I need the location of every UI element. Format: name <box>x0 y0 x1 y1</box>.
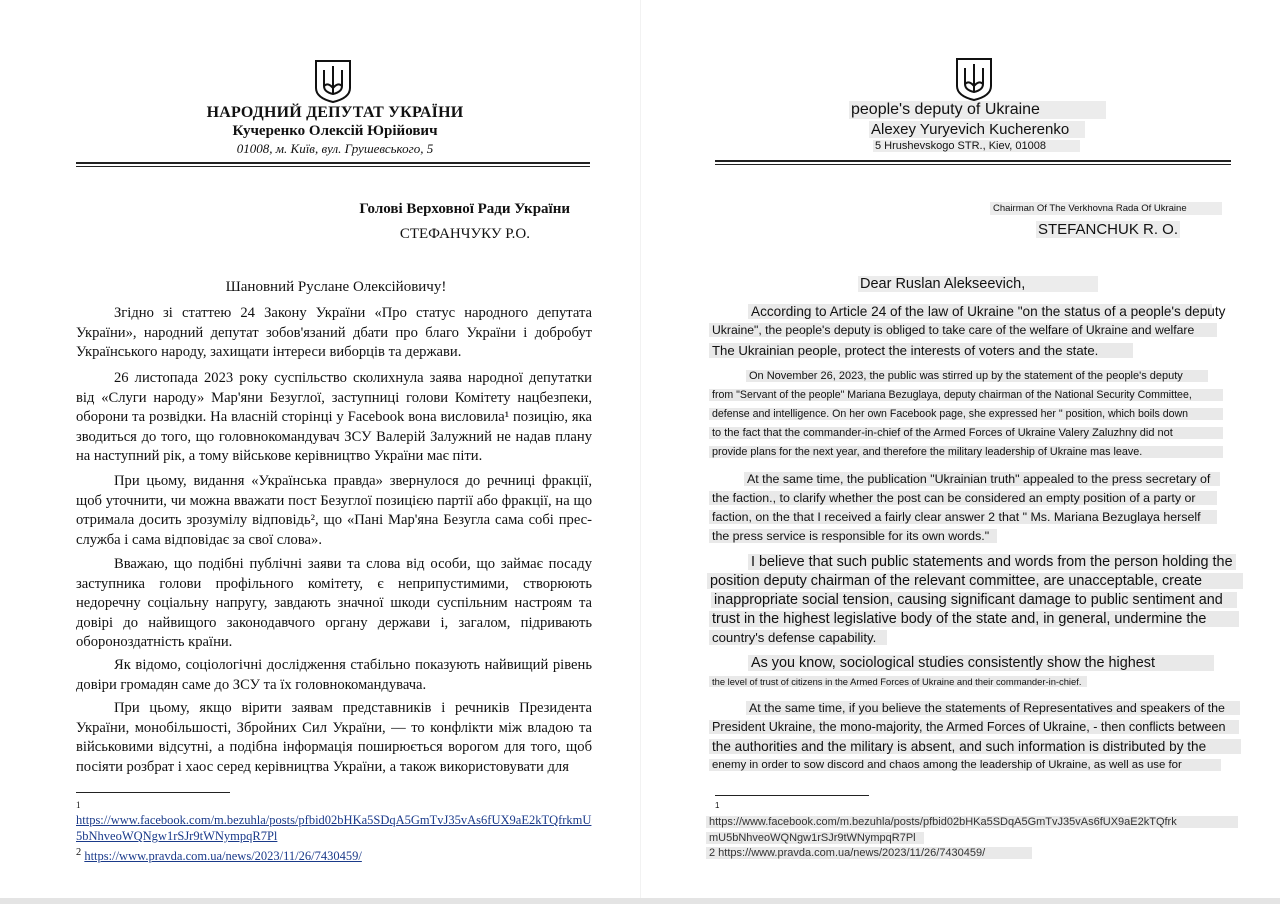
footnote-divider <box>76 792 230 793</box>
body-line: As you know, sociological studies consistently show the highest <box>748 655 1214 671</box>
body-line: faction, on the that I received a fairly clear answer 2 that " Ms. Mariana Bezuglaya herself <box>709 510 1217 524</box>
body-line: Ukraine", the people's deputy is obliged to take care of the welfare of Ukraine and welfare <box>709 323 1217 337</box>
footnote-2 <box>76 845 596 864</box>
body-line: position deputy chairman of the relevant committee, are unacceptable, create <box>707 573 1243 589</box>
footnote-number: 2 <box>76 847 82 858</box>
body-line: from "Servant of the people" Mariana Bezuglaya, deputy chairman of the National Security Committee, <box>709 389 1223 401</box>
body-line: At the same time, if you believe the statements of Representatives and speakers of the <box>746 701 1240 715</box>
footnote-link-facebook[interactable]: https://www.facebook.com/m.bezuhla/posts/pfbid02bHKa5SDqA5GmTvJ35vAs6fUX9aE2kTQfrk <box>706 816 1238 828</box>
paragraph: 26 листопада 2023 року суспільство сколихнула заява народної депутатки від «Слуги народу» Мар'яни Безуглої, заступниці голови Комітету нацбезпеки, оборони та розвідки. На власній сторінці у Facebook вона висловила¹ позицію, яка зводиться до того, що головнокомандувач ЗСУ Валерій Залужний не надав плану на наступний рік, а тому військове керівництво України має піти. <box>76 370 592 464</box>
bottom-border <box>0 898 1280 904</box>
body-line: According to Article 24 of the law of Ukraine "on the status of a people's deputy <box>748 304 1212 319</box>
body-line: the faction., to clarify whether the post can be considered an empty position of a party or <box>709 491 1217 505</box>
paragraph: Як відомо, соціологічні дослідження стабільно показують найвищий рівень довіри громадян саме до ЗСУ та їх головнокомандувача. <box>76 657 592 693</box>
coat-of-arms-icon <box>313 58 353 104</box>
body-line: defense and intelligence. On her own Facebook page, she expressed her " position, which boils down <box>709 408 1223 420</box>
body-line: I believe that such public statements and words from the person holding the <box>748 554 1236 570</box>
paragraph: Згідно зі статтею 24 Закону України «Про статус народного депутата України», народний депутат зобов'язаний дбати про благо України і добробут Українського народу, захищати інтереси виборців та держави. <box>76 305 592 360</box>
header-divider <box>715 160 1231 162</box>
body-line: enemy in order to sow discord and chaos among the leadership of Ukraine, as well as use for <box>709 759 1221 771</box>
letterhead-title: people's deputy of Ukraine <box>849 101 1106 119</box>
body-line: the press service is responsible for its own words." <box>709 529 997 543</box>
footnote-link-pravda[interactable]: 2 https://www.pravda.com.ua/news/2023/11/26/7430459/ <box>706 847 1032 859</box>
footnote-link-pravda[interactable]: https://www.pravda.com.ua/news/2023/11/26/7430459/ <box>84 849 362 864</box>
letterhead-address: 01008, м. Київ, вул. Грушевського, 5 <box>236 141 434 156</box>
letterhead-address: 5 Hrushevskogo STR., Kiev, 01008 <box>873 140 1080 152</box>
paragraph: Вважаю, що подібні публічні заяви та слова від особи, що займає посаду заступника голови профільного комітету, є неприпустимими, створюють недоречну соціальну напругу, завдають значної шкоди суспільним настроям та довірі до найвищого законодавчого органу держави і, загалом, підривають обороноздатність країни. <box>76 556 592 650</box>
coat-of-arms-icon <box>954 56 994 102</box>
footnote-link-facebook[interactable]: https://www.facebook.com/m.bezuhla/posts/pfbid02bHKa5SDqA5GmTvJ35vAs6fUX9aE2kTQfrkmU5bNhveoWQNgw1rSJr9tWNympqR7Pl <box>76 813 592 843</box>
header-divider-thin <box>715 164 1231 165</box>
body-line: provide plans for the next year, and therefore the military leadership of Ukraine mas leave. <box>709 446 1223 458</box>
body-line: President Ukraine, the mono-majority, the Armed Forces of Ukraine, - then conflicts between <box>709 720 1239 734</box>
letterhead-name: Кучеренко Олексій Юрійович <box>232 123 438 139</box>
body-line: the level of trust of citizens in the Armed Forces of Ukraine and their commander-in-chief. <box>709 676 1087 687</box>
greeting: Dear Ruslan Alekseevich, <box>858 276 1098 292</box>
body-line: the authorities and the military is absent, and such information is distributed by the <box>709 739 1241 754</box>
paragraph: При цьому, видання «Українська правда» звернулося до речниці фракції, щоб уточнити, чи можна вважати пост Безуглої позицією партії або фракції, на що отримала досить зрозумілу відповідь², що «Пані Мар'яна Безугла сама собі прес-служба і сама відповідає за свої слова». <box>76 473 592 548</box>
footnote-number: 1 <box>715 801 720 810</box>
paragraph: При цьому, якщо вірити заявам представників і речників Президента України, монобільшості, Збройних Сил України, — то конфлікти між владою та військовими відсутні, а подібна інформація поширюється ворогом для того, щоб посіяти розбрат і хаос серед керівництва України, а також використовувати для <box>76 700 592 775</box>
body-line: to the fact that the commander-in-chief of the Armed Forces of Ukraine Valery Zaluzhny did not <box>709 427 1223 439</box>
body-line: trust in the highest legislative body of the state and, in general, undermine the <box>709 611 1239 627</box>
addressee-title: Chairman Of The Verkhovna Rada Of Ukraine <box>990 202 1222 215</box>
body-line: On November 26, 2023, the public was stirred up by the statement of the people's deputy <box>746 370 1208 382</box>
letterhead-title: НАРОДНИЙ ДЕПУТАТ УКРАЇНИ <box>206 104 464 121</box>
footnote-link-facebook-cont[interactable]: mU5bNhveoWQNgw1rSJr9tWNympqR7Pl <box>706 832 924 844</box>
body-line: At the same time, the publication "Ukrainian truth" appealed to the press secretary of <box>744 472 1220 486</box>
header-divider <box>76 162 590 164</box>
body-line: The Ukrainian people, protect the interests of voters and the state. <box>709 343 1133 358</box>
addressee-name: СТЕФАНЧУКУ Р.О. <box>399 226 530 242</box>
footnote-number: 1 <box>76 800 81 810</box>
addressee-name: STEFANCHUK R. O. <box>1038 221 1179 238</box>
letterhead-name: Alexey Yuryevich Kucherenko <box>869 121 1085 138</box>
footnote-divider <box>715 795 869 796</box>
translated-letter-page <box>640 0 1280 904</box>
addressee-title: Голові Верховної Ради України <box>359 201 570 217</box>
body-line: country's defense capability. <box>709 630 887 645</box>
greeting: Шановний Руслане Олексійовичу! <box>225 279 447 295</box>
body-line: inappropriate social tension, causing significant damage to public sentiment and <box>711 592 1237 608</box>
header-divider-thin <box>76 166 590 167</box>
